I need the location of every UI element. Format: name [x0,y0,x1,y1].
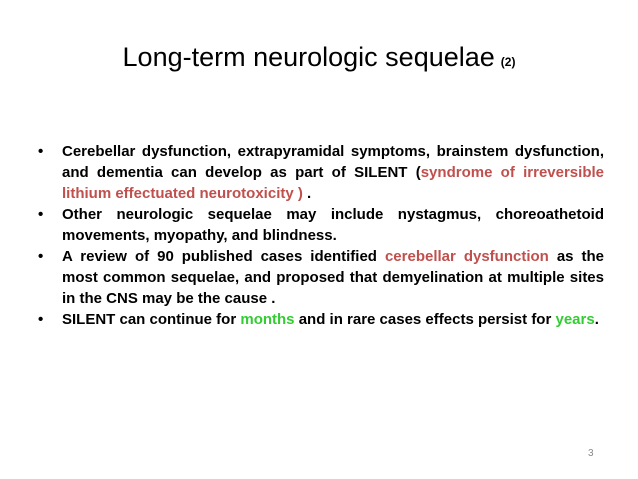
bullet-text-3c: as the most common sequelae, and proposed that demyelination at multiple sites in the CNS may be the cause . [62,248,604,307]
bullet-dot: • [38,143,44,160]
bullet-text-1d: . [302,185,312,202]
years-highlight: years [555,311,595,328]
slide-title [0,40,638,79]
bullet-text-4e: . [594,311,599,328]
bullet-item [38,246,604,309]
cerebellar-dysfunction-highlight: cerebellar dysfunction [384,248,549,265]
bullet-item [38,204,604,246]
bullet-text-4c: and in rare cases effects persist for [294,311,556,328]
months-highlight: months [240,311,295,328]
bullet-item [38,141,604,204]
silent-definition: syndrome of irreversible lithium effectuated neurotoxicity ) [62,164,604,202]
page-number: 3 [588,448,594,459]
bullet-text-2a: Other neurologic sequelae may include nystagmus, choreoathetoid movements, myopathy, and blindness. [62,206,604,244]
bullet-list [38,141,604,330]
bullet-dot: • [38,248,44,265]
bullet-text-4a: SILENT can continue for [62,311,241,328]
slide-title-main: Long-term neurologic sequelae [122,42,495,72]
bullet-text-1b: ( [415,164,421,181]
bullet-item [38,309,604,330]
bullet-dot: • [38,206,44,223]
slide-title-suffix: (2) [500,55,516,69]
bullet-text-1a: Cerebellar dysfunction, extrapyramidal symptoms, brainstem dysfunction, and dementia can develop as part of SILENT [62,143,604,181]
bullet-dot: • [38,311,44,328]
bullet-text-3a: A review of 90 published cases identified [62,248,385,265]
